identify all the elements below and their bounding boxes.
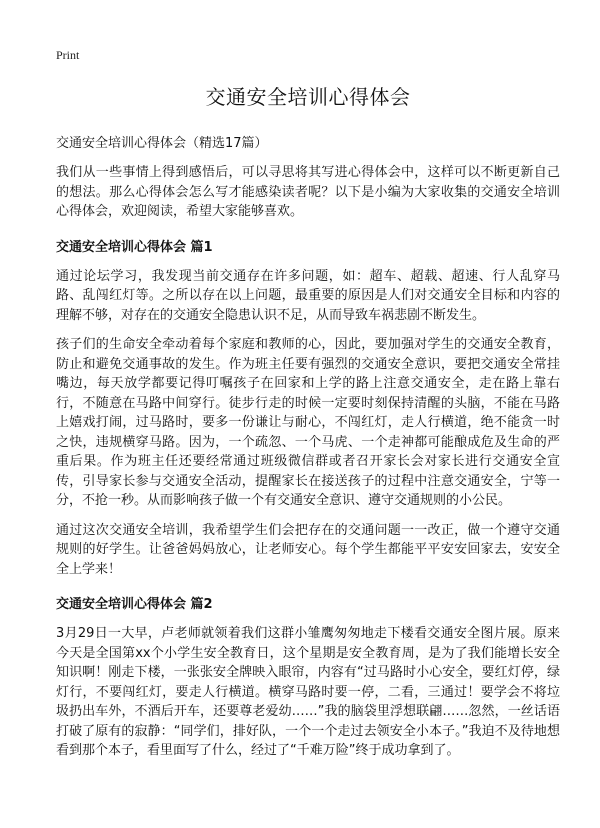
section-2-paragraph: 3月29日一大早，卢老师就领着我们这群小雏鹰匆匆地走下楼看交通安全图片展。原来今天是全国第xx个小学生安全教育日，这个星期是安全教育周，是为了我们能增长安全知识啊！刚走下楼，一张张安全牌映入眼帘，内容有“过马路时小心安全，要红灯停，绿灯行，不要闯红灯，要走人行横道。横穿马路时要一停，二看，三通过！要学会不将垃圾扔出车外，不酒后开车，还要尊老爱幼……”我的脑袋里浮想联翩……忽然，一丝话语打破了原有的寂静：“同学们，排好队，一个一个走过去领安全小本子。”我迫不及待地想看到那个本子，看里面写了什么，经过了“千难万险”终于成功拿到了。 — [56, 626, 560, 758]
document-subtitle: 交通安全培训心得体会（精选17篇） — [56, 136, 268, 151]
section-heading-1: 交通安全培训心得体会 篇1 — [56, 239, 213, 255]
print-link[interactable]: Print — [56, 48, 80, 62]
section-1-paragraph: 孩子们的生命安全牵动着每个家庭和教师的心，因此，要加强对学生的交通安全教育，防止和避免交通事故的发生。作为班主任要有强烈的交通安全意识，要把交通安全常挂嘴边，每天放学都要记得叮嘱孩子在回家和上学的路上注意交通安全，走在路上靠右行，不随意在马路中间穿行。徒步行走的时候一定要时刻保持清醒的头脑，不能在马路上嬉戏打闹，过马路时，要多一份谦让与耐心，不闯红灯，走人行横道，绝不能贪一时之快，违规横穿马路。因为，一个疏忽、一个马虎、一个走神都可能酿成危及生命的严重后果。作为班主任还要经常通过班级微信群或者召开家长会对家长进行交通安全宣传，引导家长参与交通安全活动，提醒家长在接送孩子的过程中注意交通安全，宁等一分，不抢一秒。从而影响孩子做一个有交通安全意识、遵守交通规则的小公民。 — [56, 337, 560, 508]
section-heading-2: 交通安全培训心得体会 篇2 — [56, 597, 213, 612]
section-1-paragraph: 通过论坛学习，我发现当前交通存在许多问题，如：超车、超载、超速、行人乱穿马路、乱闯红灯等。之所以存在以上问题，最重要的原因是人们对交通安全目标和内容的理解不够，对存在的交通安全隐患认识不足，从而导致车祸悲剧不断发生。 — [56, 268, 560, 323]
page-title: 交通安全培训心得体会 — [205, 85, 411, 109]
section-1-paragraph: 通过这次交通安全培训，我希望学生们会把存在的交通问题一一改正，做一个遵守交通规则的好学生。让爸爸妈妈放心，让老师安心。每个学生都能平平安安回家去，安安全全上学来！ — [56, 522, 560, 577]
intro-paragraph: 我们从一些事情上得到感悟后，可以寻思将其写进心得体会中，这样可以不断更新自己的想法。那么心得体会怎么写才能感染读者呢？以下是小编为大家收集的交通安全培训心得体会，欢迎阅读，希望大家能够喜欢。 — [56, 165, 560, 219]
